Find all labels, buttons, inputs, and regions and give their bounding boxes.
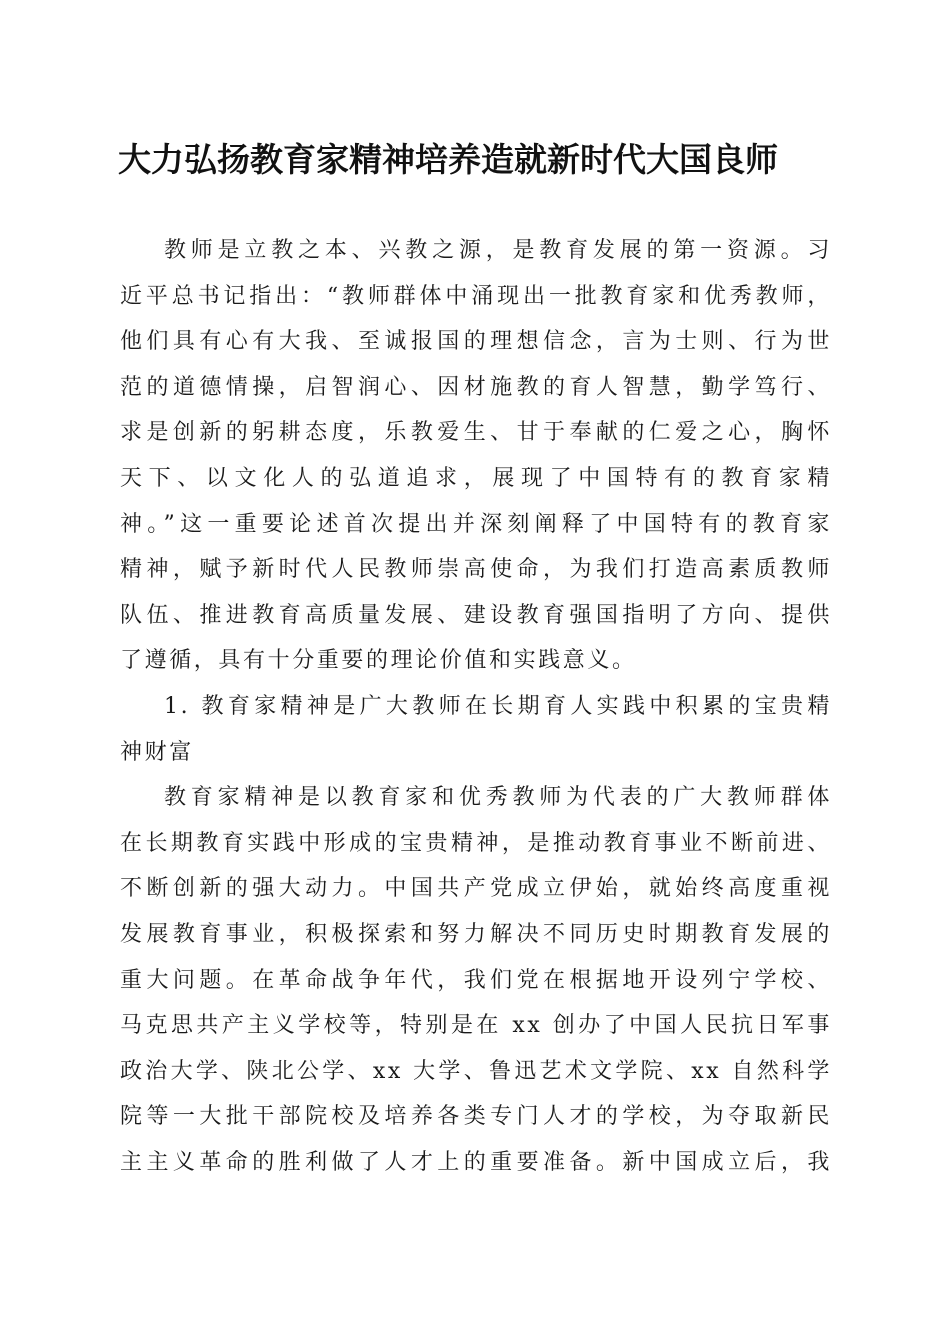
text-line: 近平总书记指出：“教师群体中涌现出一批教育家和优秀教师，: [120, 283, 832, 309]
text-line: 1. 教育家精神是广大教师在长期育人实践中积累的宝贵精: [164, 693, 832, 719]
text-line: 教育家精神是以教育家和优秀教师为代表的广大教师群体: [164, 785, 832, 811]
text-line: 队伍、推进教育高质量发展、建设教育强国指明了方向、提供: [120, 602, 832, 628]
text-line: 神。”这一重要论述首次提出并深刻阐释了中国特有的教育家: [120, 511, 832, 537]
text-line: 求是创新的躬耕态度，乐教爱生、甘于奉献的仁爱之心，胸怀: [120, 420, 832, 446]
paragraph-section-1: [120, 775, 832, 1185]
text-line: 重大问题。在革命战争年代，我们党在根据地开设列宁学校、: [120, 967, 832, 993]
document-title: 大力弘扬教育家精神培养造就新时代大国良师: [118, 140, 778, 179]
text-line: 马克思共产主义学校等，特别是在 xx 创办了中国人民抗日军事: [120, 1013, 832, 1039]
text-line: 了遵循，具有十分重要的理论价值和实践意义。: [120, 648, 637, 674]
text-line: 主主义革命的胜利做了人才上的重要准备。新中国成立后，我: [120, 1149, 832, 1175]
text-line: 院等一大批干部院校及培养各类专门人才的学校，为夺取新民: [120, 1104, 832, 1130]
text-line: 不断创新的强大动力。中国共产党成立伊始，就始终高度重视: [120, 876, 832, 902]
text-line: 政治大学、陕北公学、xx 大学、鲁迅艺术文学院、xx 自然科学: [120, 1058, 832, 1084]
text-line: 在长期教育实践中形成的宝贵精神，是推动教育事业不断前进、: [120, 830, 832, 856]
document-body: [120, 228, 832, 1185]
text-line: 神财富: [120, 739, 194, 765]
section-heading-1: [120, 684, 832, 775]
text-line: 天下、以文化人的弘道追求，展现了中国特有的教育家精: [120, 465, 832, 491]
paragraph-intro: [120, 228, 832, 684]
text-line: 他们具有心有大我、至诚报国的理想信念，言为士则、行为世: [120, 329, 832, 355]
text-line: 精神，赋予新时代人民教师崇高使命，为我们打造高素质教师: [120, 557, 832, 583]
text-line: 范的道德情操，启智润心、因材施教的育人智慧，勤学笃行、: [120, 374, 832, 400]
text-line: 教师是立教之本、兴教之源，是教育发展的第一资源。习: [164, 238, 832, 263]
text-line: 发展教育事业，积极探索和努力解决不同历史时期教育发展的: [120, 921, 832, 947]
